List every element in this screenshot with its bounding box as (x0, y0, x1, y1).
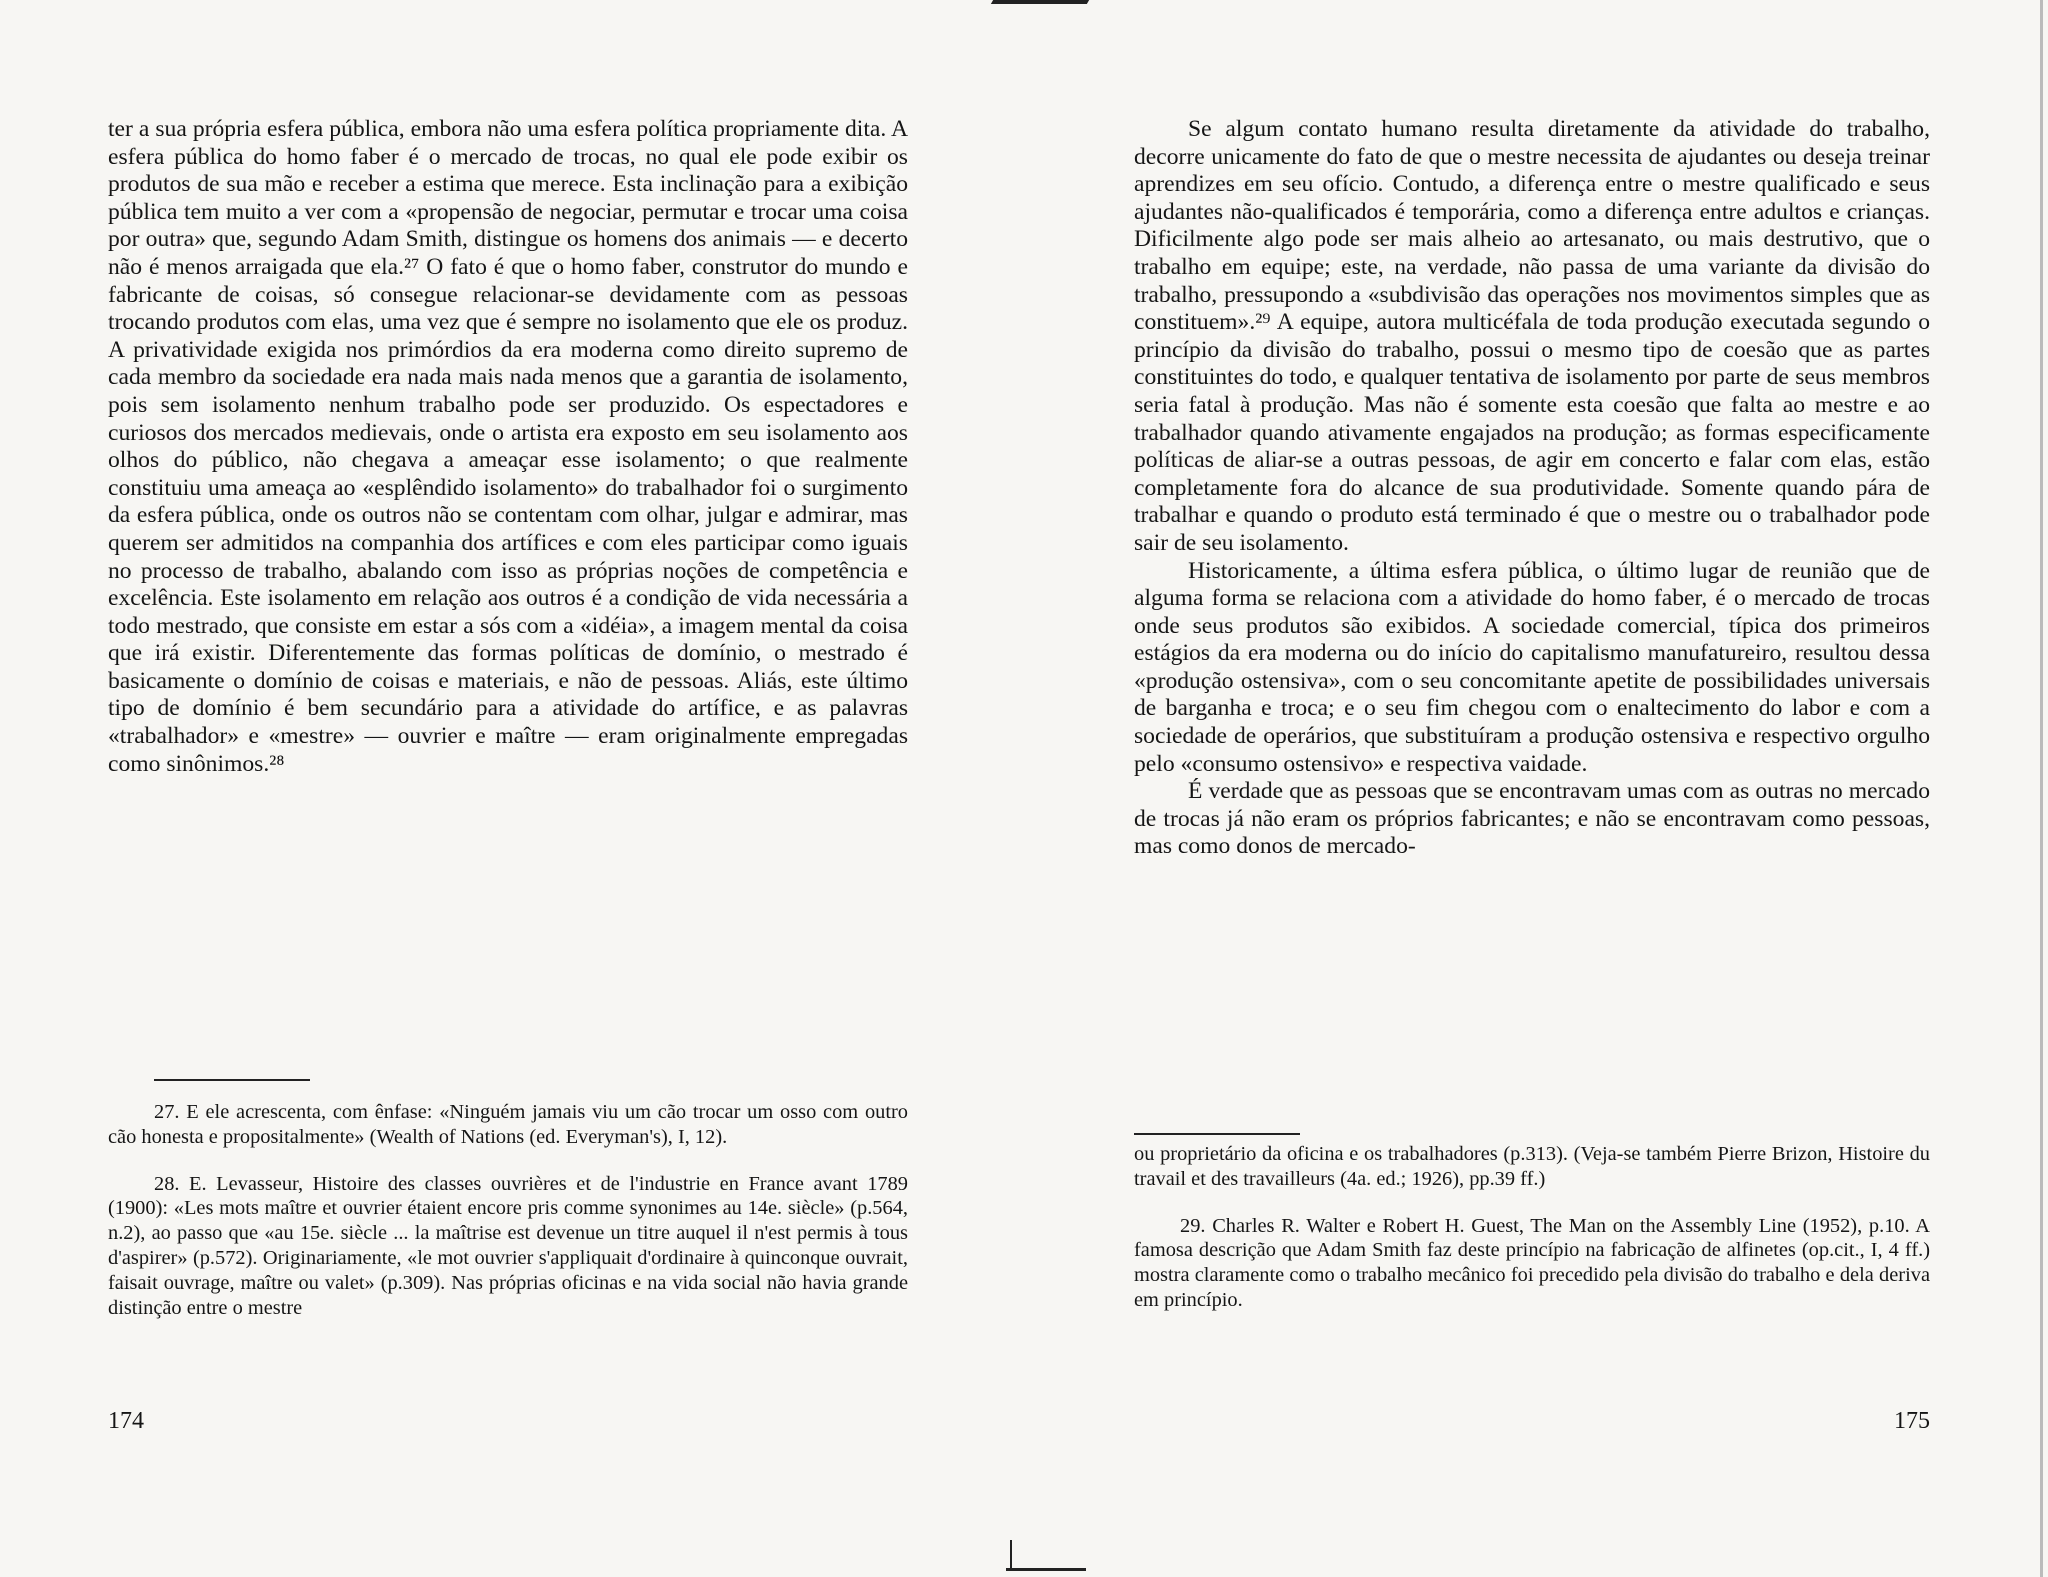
gutter-tick-bottom (1010, 1540, 1012, 1568)
right-body-text (1134, 116, 1930, 861)
gutter-mark-bottom (1006, 1568, 1086, 1571)
right-paragraph-1: Se algum contato humano resulta diretamente da atividade do trabalho, decorre unicamente do fato de que o mestre necessita de ajudantes ou deseja treinar aprendizes em seu ofício. Contudo, a diferença entre o mestre qualificado e seus ajudantes não-qualificados é temporária, como a diferença entre adultos e crianças. Dificilmente algo pode ser mais alheio ao artesanato, ou mais destrutivo, que o trabalho em equipe; este, na verdade, não passa de uma variante da divisão do trabalho, pressupondo a «subdivisão das operações nos movimentos simples que as constituem».²⁹ A equipe, autora multicéfala de toda produção executada segundo o princípio da divisão do trabalho, possui o mesmo tipo de coesão que as partes constituintes do todo, e qualquer tentativa de isolamento por parte de seus membros seria fatal à produção. Mas não é somente esta coesão que falta ao mestre e ao trabalhador quando ativamente engajados na produção; as formas especificamente políticas de aliar-se a outras pessoas, de agir em concerto e falar com elas, estão completamente fora do alcance de sua produtividade. Somente quando pára de trabalhar e quando o produto está terminado é que o mestre ou o trabalhador pode sair de seu isolamento. (1134, 116, 1930, 556)
right-page (1134, 0, 1930, 1577)
left-footnotes (108, 1100, 908, 1342)
right-edge-line (2040, 0, 2043, 1577)
page-number: 175 (1894, 1408, 1930, 1434)
right-paragraph-3: É verdade que as pessoas que se encontravam umas com as outras no mercado de trocas já não eram os próprios fabricantes; e não se encontravam como pessoas, mas como donos de mercado- (1134, 778, 1930, 860)
left-page (108, 0, 908, 1577)
gutter-mark-top (991, 0, 1089, 4)
right-paragraph-2: Historicamente, a última esfera pública, o último lugar de reunião que de alguma forma se relaciona com a atividade do homo faber, é o mercado de trocas onde seus produtos são exibidos. A sociedade comercial, típica dos primeiros estágios da era moderna ou do início do capitalismo manufatureiro, resultou dessa «produção ostensiva», com o seu concomitante apetite de possibilidades universais de barganha e troca; e o seu fim chegou com o enaltecimento do labor e com a sociedade de operários, que substituíram a produção ostensiva e respectivo orgulho pelo «consumo ostensivo» e respectiva vaidade. (1134, 557, 1930, 777)
right-footnotes (1134, 1142, 1930, 1335)
footnote-29: 29. Charles R. Walter e Robert H. Guest, The Man on the Assembly Line (1952), p.10. A famosa descrição que Adam Smith faz deste princípio na fabricação de alfinetes (op.cit., I, 4 ff.) mostra claramente como o trabalho mecânico foi precedido pela divisão do trabalho e dela deriva em princípio. (1134, 1214, 1930, 1311)
left-body-text (108, 116, 908, 778)
footnote-rule (154, 1079, 310, 1081)
page-number: 174 (108, 1408, 144, 1434)
footnote-28: 28. E. Levasseur, Histoire des classes ouvrières et de l'industrie en France avant 1789 (1900): «Les mots maître et ouvrier étaient encore pris comme synonimes au 14e. siècle» (p.564, n.2), ao passo que «au 15e. siècle ... la maîtrise est devenue un titre auquel il n'est permis à tous d'aspirer» (p.572). Originariamente, «le mot ouvrier s'appliquait d'ordinaire à quinconque ouvrait, faisait ouvrage, maître ou valet» (p.309). Nas próprias oficinas e na vida social não havia grande distinção entre o mestre (108, 1172, 908, 1319)
footnote-28-continued: ou proprietário da oficina e os trabalhadores (p.313). (Veja-se também Pierre Brizon, Histoire du travail et des travailleurs (4a. ed.; 1926), pp.39 ff.) (1134, 1143, 1930, 1190)
footnote-27: 27. E ele acrescenta, com ênfase: «Ninguém jamais viu um cão trocar um osso com outro cão honesta e propositalmente» (Wealth of Nations (ed. Everyman's), I, 12). (108, 1101, 908, 1148)
footnote-rule (1134, 1133, 1300, 1135)
left-paragraph: ter a sua própria esfera pública, embora não uma esfera política propriamente dita. A esfera pública do homo faber é o mercado de trocas, no qual ele pode exibir os produtos de sua mão e receber a estima que merece. Esta inclinação para a exibição pública tem muito a ver com a «propensão de negociar, permutar e trocar uma coisa por outra» que, segundo Adam Smith, distingue os homens dos animais — e decerto não é menos arraigada que ela.²⁷ O fato é que o homo faber, construtor do mundo e fabricante de coisas, só consegue relacionar-se devidamente com as pessoas trocando produtos com elas, uma vez que é sempre no isolamento que ele os produz. A privatividade exigida nos primórdios da era moderna como direito supremo de cada membro da sociedade era nada mais nada menos que a garantia de isolamento, pois sem isolamento nenhum trabalho pode ser produzido. Os espectadores e curiosos dos mercados medievais, onde o artista era exposto em seu isolamento aos olhos do público, não chegava a ameaçar esse isolamento; o que realmente constituiu uma ameaça ao «esplêndido isolamento» do trabalhador foi o surgimento da esfera pública, onde os outros não se contentam com olhar, julgar e admirar, mas querem ser admitidos na companhia dos artífices e com eles participar como iguais no processo de trabalho, abalando com isso as próprias noções de competência e excelência. Este isolamento em relação aos outros é a condição de vida necessária a todo mestrado, que consiste em estar a sós com a «idéia», a imagem mental da coisa que irá existir. Diferentemente das formas políticas de domínio, o mestrado é basicamente o domínio de coisas e materiais, e não de pessoas. Aliás, este último tipo de domínio é bem secundário para a atividade do artífice, e as palavras «trabalhador» e «mestre» — ouvrier e maître — eram originalmente empregadas como sinônimos.²⁸ (108, 116, 908, 777)
